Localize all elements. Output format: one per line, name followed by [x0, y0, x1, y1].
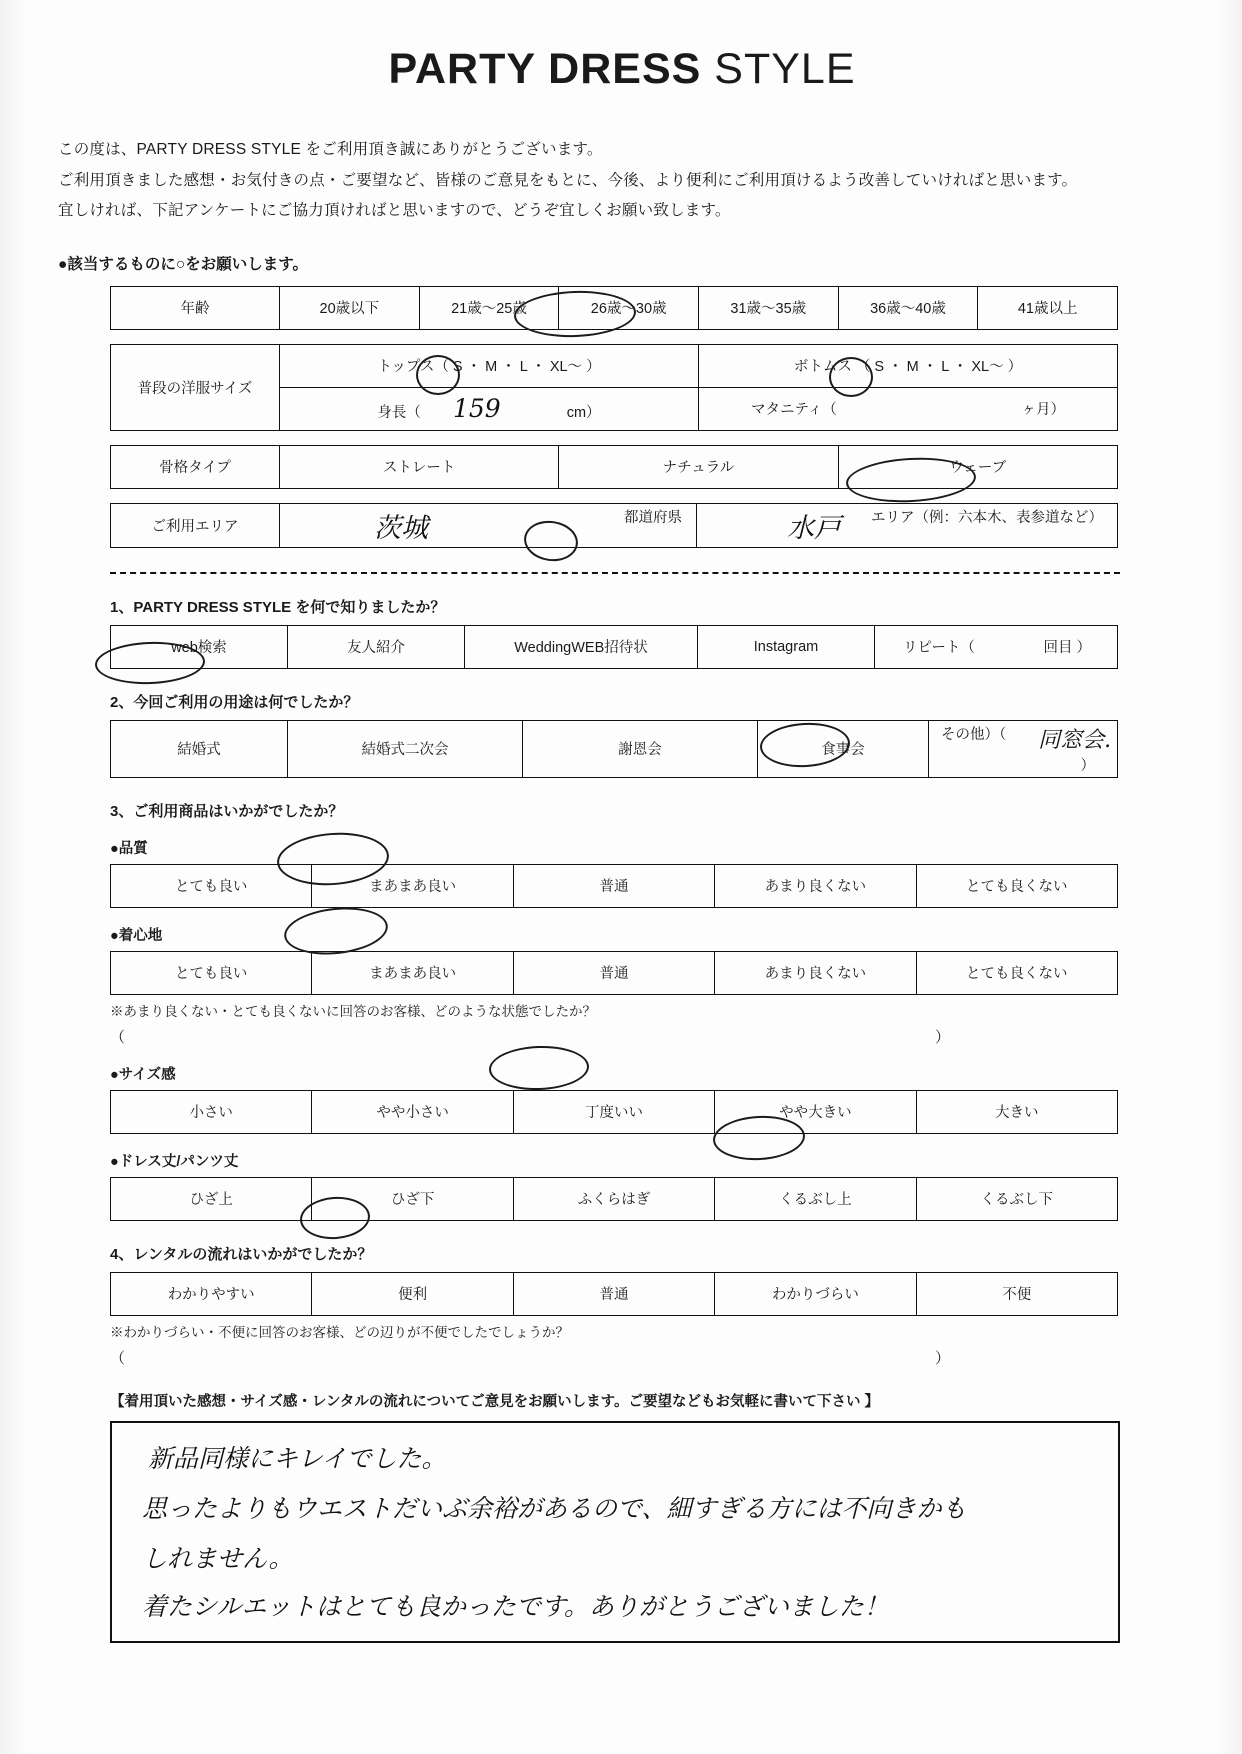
quality-option-3[interactable]: あまり良くない	[715, 864, 916, 907]
q1-option-2[interactable]: WeddingWEB招待状	[465, 625, 698, 668]
comment-line-1: 新品同様にキレイでした。	[148, 1443, 447, 1473]
q2-option-2[interactable]: 謝恩会	[523, 720, 758, 777]
clothes-size-label: 普段の洋服サイズ	[111, 344, 280, 430]
q3-quality-label: ●品質	[110, 840, 148, 857]
area-table	[110, 503, 1118, 548]
age-table	[110, 286, 1118, 330]
prefecture-cell[interactable]	[280, 503, 697, 547]
comment-line-4: 着たシルエットはとても良かったです。ありがとうございました！	[142, 1591, 889, 1621]
q4-option-1[interactable]: 便利	[312, 1272, 513, 1315]
comment-line-2: 思ったよりもウエストだいぶ余裕があるので、細すぎる方には不向きかも	[142, 1493, 967, 1523]
length-option-2[interactable]: ふくらはぎ	[513, 1177, 714, 1220]
q4-option-2[interactable]: 普通	[513, 1272, 714, 1315]
comment-line-3: しれません。	[142, 1543, 294, 1573]
q2-option-3[interactable]: 食事会	[758, 720, 929, 777]
intro-paragraph	[58, 135, 1186, 226]
quality-option-4[interactable]: とても良くない	[916, 864, 1117, 907]
q1-repeat-label: リピート（	[903, 640, 975, 657]
height-cell[interactable]	[280, 387, 699, 430]
q3-comfort-answer[interactable]	[110, 1026, 950, 1047]
comfort-option-1[interactable]: まあまあ良い	[312, 951, 513, 994]
q3-length-label: ●ドレス丈/パンツ丈	[110, 1153, 239, 1170]
page-title-light: STYLE	[714, 45, 856, 93]
comment-box[interactable]	[110, 1421, 1120, 1643]
table-row	[111, 503, 1118, 547]
maternity-cell[interactable]	[698, 387, 1117, 430]
q4-option-4[interactable]: 不便	[916, 1272, 1117, 1315]
q3-comfort-table	[110, 951, 1118, 995]
maternity-label: マタニティ（	[750, 402, 837, 419]
q2-table	[110, 720, 1118, 778]
age-option-1[interactable]: 21歳～25歳	[419, 286, 559, 329]
maternity-unit: ヶ月）	[1021, 402, 1065, 419]
prefecture-value: 茨城	[374, 512, 428, 544]
q4-option-3[interactable]: わかりづらい	[715, 1272, 916, 1315]
table-row	[111, 625, 1118, 668]
q4-table	[110, 1272, 1118, 1316]
age-option-2[interactable]: 26歳～30歳	[559, 286, 699, 329]
q4-option-0[interactable]: わかりやすい	[111, 1272, 312, 1315]
q3-comfort-answer-open: （	[110, 1028, 126, 1046]
q4-answer-close: ）	[934, 1349, 950, 1367]
sizefeel-option-4[interactable]: 大きい	[916, 1090, 1117, 1133]
quality-option-2[interactable]: 普通	[513, 864, 714, 907]
area-name-cell[interactable]	[697, 503, 1118, 547]
age-option-3[interactable]: 31歳～35歳	[698, 286, 838, 329]
table-row	[111, 951, 1118, 994]
q1-option-4[interactable]	[875, 625, 1118, 668]
prefecture-label: 都道府県	[624, 509, 682, 526]
length-option-3[interactable]: くるぶし上	[715, 1177, 916, 1220]
length-option-1[interactable]: ひざ下	[312, 1177, 513, 1220]
intro-line-3: 宜しければ、下記アンケートにご協力頂ければと思いますので、どうぞ宜しくお願い致します。	[58, 201, 731, 219]
area-example-label: エリア（例：六本木、表参道など）	[871, 509, 1103, 526]
height-value: 159	[452, 394, 501, 424]
table-row	[111, 864, 1118, 907]
age-label: 年齢	[111, 286, 280, 329]
scan-edge-right	[1216, 0, 1242, 1754]
q2-option-other[interactable]	[929, 720, 1118, 777]
body-type-option-1[interactable]: ナチュラル	[559, 445, 838, 488]
q4-answer-open: （	[110, 1349, 126, 1367]
q2-other-label: その他）（	[941, 726, 1007, 743]
q1-repeat-unit: 回目 ）	[1043, 640, 1091, 657]
q3-length-table	[110, 1177, 1118, 1221]
comfort-option-4[interactable]: とても良くない	[916, 951, 1117, 994]
q2-option-0[interactable]: 結婚式	[111, 720, 288, 777]
length-option-4[interactable]: くるぶし下	[916, 1177, 1117, 1220]
q3-sizefeel-table	[110, 1090, 1118, 1134]
height-label: 身長（	[377, 405, 421, 422]
q1-option-3[interactable]: Instagram	[698, 625, 875, 668]
q4-note: ※わかりづらい・不便に回答のお客様、どの辺りが不便でしたでしょうか？	[110, 1324, 569, 1340]
body-type-label: 骨格タイプ	[111, 445, 280, 488]
clothes-size-table	[110, 344, 1118, 431]
table-row	[111, 720, 1118, 777]
page-title	[58, 46, 1186, 93]
q3-comfort-answer-close: ）	[934, 1028, 950, 1046]
age-option-4[interactable]: 36歳～40歳	[838, 286, 978, 329]
body-type-table	[110, 445, 1118, 489]
q2-other-value: 同窓会.	[1038, 727, 1112, 753]
table-row	[111, 1177, 1118, 1220]
q3-comfort-label: ●着心地	[110, 927, 163, 944]
intro-line-2: ご利用頂きました感想・お気付きの点・ご要望など、皆様のご意見をもとに、今後、より便利にご利用頂けるよう改善していければと思います。	[58, 171, 1078, 189]
q2-other-close: ）	[1080, 757, 1095, 774]
body-type-option-2[interactable]: ウェーブ	[838, 445, 1117, 488]
q1-option-1[interactable]: 友人紹介	[288, 625, 465, 668]
page-title-bold: PARTY DRESS	[388, 45, 702, 93]
q3-quality-table	[110, 864, 1118, 908]
circle-instruction: ●該当するものに○をお願いします。	[58, 255, 308, 273]
bottoms-size-cell[interactable]: ボトムス （ S ・ M ・ L ・ XL～ ）	[698, 344, 1117, 387]
q3-comfort-note: ※あまり良くない・とても良くないに回答のお客様、どのような状態でしたか？	[110, 1003, 596, 1019]
scan-edge-left	[0, 0, 26, 1754]
q4-heading: 4、レンタルの流れはいかがでしたか？	[110, 1245, 373, 1263]
sizefeel-option-3[interactable]: やや大きい	[715, 1090, 916, 1133]
tops-size-cell[interactable]: トップス（ S ・ M ・ L ・ XL～ ）	[280, 344, 699, 387]
sizefeel-option-0[interactable]: 小さい	[111, 1090, 312, 1133]
sizefeel-option-2[interactable]: 丁度いい	[513, 1090, 714, 1133]
quality-option-1[interactable]: まあまあ良い	[312, 864, 513, 907]
q2-heading: 2、今回ご利用の用途は何でしたか？	[110, 693, 359, 711]
area-value: 水戸	[787, 512, 841, 544]
section-divider	[110, 572, 1120, 574]
length-option-0[interactable]: ひざ上	[111, 1177, 312, 1220]
comment-heading: 【着用頂いた感想・サイズ感・レンタルの流れについてご意見をお願いします。ご要望などもお気軽に書いて下さい 】	[110, 1393, 879, 1410]
q3-sizefeel-label: ●サイズ感	[110, 1066, 176, 1083]
table-row	[111, 344, 1118, 387]
quality-option-0[interactable]: とても良い	[111, 864, 312, 907]
intro-line-1: この度は、PARTY DRESS STYLE をご利用頂き誠にありがとうございます。	[58, 141, 603, 159]
q2-option-1[interactable]: 結婚式二次会	[288, 720, 523, 777]
age-option-5[interactable]: 41歳以上	[978, 286, 1118, 329]
table-row	[111, 286, 1118, 329]
table-row	[111, 1272, 1118, 1315]
age-option-0[interactable]: 20歳以下	[280, 286, 420, 329]
q4-answer[interactable]	[110, 1347, 950, 1368]
comfort-option-3[interactable]: あまり良くない	[715, 951, 916, 994]
comfort-option-0[interactable]: とても良い	[111, 951, 312, 994]
q1-heading: 1、PARTY DRESS STYLE を何で知りましたか？	[110, 598, 446, 616]
table-row	[111, 1090, 1118, 1133]
comfort-option-2[interactable]: 普通	[513, 951, 714, 994]
q3-heading: 3、ご利用商品はいかがでしたか？	[110, 802, 344, 820]
q1-option-0[interactable]: web検索	[111, 625, 288, 668]
sizefeel-option-1[interactable]: やや小さい	[312, 1090, 513, 1133]
q1-table	[110, 625, 1118, 669]
table-row	[111, 445, 1118, 488]
height-unit: cm）	[566, 405, 601, 422]
body-type-option-0[interactable]: ストレート	[280, 445, 559, 488]
area-label: ご利用エリア	[111, 503, 280, 547]
